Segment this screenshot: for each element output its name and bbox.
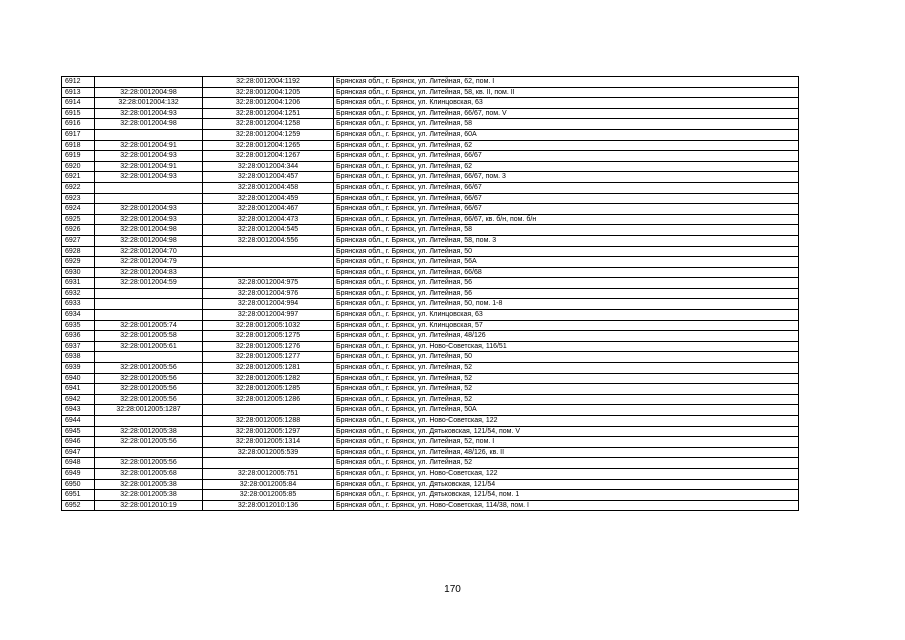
address-cell: Брянская обл., г. Брянск, ул. Клинцовская, 57 bbox=[334, 320, 799, 331]
row-number-cell: 6948 bbox=[62, 458, 95, 469]
address-cell: Брянская обл., г. Брянск, ул. Литейная, 58 bbox=[334, 119, 799, 130]
address-cell: Брянская обл., г. Брянск, ул. Литейная, 50А bbox=[334, 405, 799, 416]
address-cell: Брянская обл., г. Брянск, ул. Литейная, 52 bbox=[334, 458, 799, 469]
address-cell: Брянская обл., г. Брянск, ул. Литейная, 52 bbox=[334, 363, 799, 374]
parcel-number-cell: 32:28:0012004:98 bbox=[95, 87, 203, 98]
table-row bbox=[62, 214, 799, 225]
parcel-number-cell: 32:28:0012005:58 bbox=[95, 331, 203, 342]
parcel-number-cell: 32:28:0012005:38 bbox=[95, 479, 203, 490]
table-row bbox=[62, 426, 799, 437]
table-row bbox=[62, 363, 799, 374]
address-cell: Брянская обл., г. Брянск, ул. Клинцовская, 63 bbox=[334, 98, 799, 109]
row-number-cell: 6935 bbox=[62, 320, 95, 331]
address-cell: Брянская обл., г. Брянск, ул. Литейная, 60А bbox=[334, 129, 799, 140]
parcel-number-cell: 32:28:0012004:98 bbox=[95, 119, 203, 130]
row-number-cell: 6940 bbox=[62, 373, 95, 384]
parcel-number-cell: 32:28:0012005:74 bbox=[95, 320, 203, 331]
parcel-number-cell: 32:28:0012004:132 bbox=[95, 98, 203, 109]
parcel-number-cell bbox=[95, 310, 203, 321]
parcel-number-cell: 32:28:0012005:38 bbox=[95, 426, 203, 437]
row-number-cell: 6949 bbox=[62, 468, 95, 479]
object-number-cell: 32:28:0012004:458 bbox=[203, 182, 334, 193]
table-row bbox=[62, 204, 799, 215]
parcel-number-cell bbox=[95, 416, 203, 427]
table-row bbox=[62, 87, 799, 98]
address-cell: Брянская обл., г. Брянск, ул. Дятьковская, 121/54, пом. 1 bbox=[334, 490, 799, 501]
parcel-number-cell bbox=[95, 288, 203, 299]
table-row bbox=[62, 320, 799, 331]
row-number-cell: 6943 bbox=[62, 405, 95, 416]
parcel-number-cell bbox=[95, 299, 203, 310]
table-row bbox=[62, 246, 799, 257]
object-number-cell: 32:28:0012005:85 bbox=[203, 490, 334, 501]
table-body bbox=[62, 77, 799, 511]
parcel-number-cell: 32:28:0012004:93 bbox=[95, 204, 203, 215]
row-number-cell: 6919 bbox=[62, 151, 95, 162]
address-cell: Брянская обл., г. Брянск, ул. Литейная, 62 bbox=[334, 140, 799, 151]
address-cell: Брянская обл., г. Брянск, ул. Литейная, 66/67 bbox=[334, 151, 799, 162]
address-cell: Брянская обл., г. Брянск, ул. Литейная, 58, пом. 3 bbox=[334, 235, 799, 246]
parcel-number-cell: 32:28:0012005:68 bbox=[95, 468, 203, 479]
parcel-number-cell: 32:28:0012005:56 bbox=[95, 437, 203, 448]
table-row bbox=[62, 267, 799, 278]
table-row bbox=[62, 468, 799, 479]
object-number-cell bbox=[203, 405, 334, 416]
object-number-cell: 32:28:0012004:545 bbox=[203, 225, 334, 236]
address-cell: Брянская обл., г. Брянск, ул. Литейная, 56А bbox=[334, 257, 799, 268]
object-number-cell: 32:28:0012004:976 bbox=[203, 288, 334, 299]
object-number-cell: 32:28:0012004:1265 bbox=[203, 140, 334, 151]
row-number-cell: 6929 bbox=[62, 257, 95, 268]
row-number-cell: 6931 bbox=[62, 278, 95, 289]
object-number-cell bbox=[203, 246, 334, 257]
table-row bbox=[62, 352, 799, 363]
parcel-number-cell: 32:28:0012005:56 bbox=[95, 384, 203, 395]
row-number-cell: 6923 bbox=[62, 193, 95, 204]
row-number-cell: 6925 bbox=[62, 214, 95, 225]
object-number-cell: 32:28:0012005:1276 bbox=[203, 341, 334, 352]
row-number-cell: 6941 bbox=[62, 384, 95, 395]
object-number-cell: 32:28:0012005:1275 bbox=[203, 331, 334, 342]
parcel-number-cell: 32:28:0012004:98 bbox=[95, 225, 203, 236]
row-number-cell: 6922 bbox=[62, 182, 95, 193]
row-number-cell: 6946 bbox=[62, 437, 95, 448]
table-row bbox=[62, 405, 799, 416]
object-number-cell: 32:28:0012004:1258 bbox=[203, 119, 334, 130]
parcel-number-cell: 32:28:0012005:1287 bbox=[95, 405, 203, 416]
row-number-cell: 6927 bbox=[62, 235, 95, 246]
row-number-cell: 6928 bbox=[62, 246, 95, 257]
object-number-cell: 32:28:0012004:467 bbox=[203, 204, 334, 215]
row-number-cell: 6917 bbox=[62, 129, 95, 140]
parcel-number-cell: 32:28:0012005:56 bbox=[95, 363, 203, 374]
object-number-cell: 32:28:0012005:539 bbox=[203, 447, 334, 458]
address-cell: Брянская обл., г. Брянск, ул. Литейная, 52 bbox=[334, 384, 799, 395]
table-row bbox=[62, 182, 799, 193]
object-number-cell: 32:28:0012005:84 bbox=[203, 479, 334, 490]
object-number-cell: 32:28:0012004:344 bbox=[203, 161, 334, 172]
address-cell: Брянская обл., г. Брянск, ул. Литейная, 66/67, кв. б/н, пом. б/н bbox=[334, 214, 799, 225]
object-number-cell: 32:28:0012004:1251 bbox=[203, 108, 334, 119]
table-row bbox=[62, 225, 799, 236]
parcel-number-cell: 32:28:0012005:61 bbox=[95, 341, 203, 352]
table-row bbox=[62, 500, 799, 511]
table-row bbox=[62, 140, 799, 151]
object-number-cell: 32:28:0012005:751 bbox=[203, 468, 334, 479]
address-cell: Брянская обл., г. Брянск, ул. Литейная, 50, пом. 1-8 bbox=[334, 299, 799, 310]
row-number-cell: 6952 bbox=[62, 500, 95, 511]
address-cell: Брянская обл., г. Брянск, ул. Ново-Советская, 114/38, пом. I bbox=[334, 500, 799, 511]
object-number-cell: 32:28:0012004:1259 bbox=[203, 129, 334, 140]
parcel-number-cell: 32:28:0012004:98 bbox=[95, 235, 203, 246]
object-number-cell: 32:28:0012005:1314 bbox=[203, 437, 334, 448]
parcel-number-cell: 32:28:0012004:70 bbox=[95, 246, 203, 257]
row-number-cell: 6950 bbox=[62, 479, 95, 490]
parcel-number-cell: 32:28:0012004:91 bbox=[95, 140, 203, 151]
table-row bbox=[62, 193, 799, 204]
row-number-cell: 6913 bbox=[62, 87, 95, 98]
row-number-cell: 6930 bbox=[62, 267, 95, 278]
parcel-number-cell bbox=[95, 129, 203, 140]
table-row bbox=[62, 77, 799, 88]
address-cell: Брянская обл., г. Брянск, ул. Литейная, 56 bbox=[334, 278, 799, 289]
parcel-number-cell: 32:28:0012004:83 bbox=[95, 267, 203, 278]
address-cell: Брянская обл., г. Брянск, ул. Литейная, 62 bbox=[334, 161, 799, 172]
object-number-cell: 32:28:0012004:1205 bbox=[203, 87, 334, 98]
object-number-cell: 32:28:0012004:473 bbox=[203, 214, 334, 225]
object-number-cell: 32:28:0012010:136 bbox=[203, 500, 334, 511]
table-row bbox=[62, 119, 799, 130]
object-number-cell: 32:28:0012005:1281 bbox=[203, 363, 334, 374]
address-cell: Брянская обл., г. Брянск, ул. Литейная, 48/126 bbox=[334, 331, 799, 342]
row-number-cell: 6920 bbox=[62, 161, 95, 172]
object-number-cell bbox=[203, 257, 334, 268]
address-cell: Брянская обл., г. Брянск, ул. Литейная, 66/67, пом. 3 bbox=[334, 172, 799, 183]
address-cell: Брянская обл., г. Брянск, ул. Дятьковская, 121/54 bbox=[334, 479, 799, 490]
address-cell: Брянская обл., г. Брянск, ул. Литейная, 66/67 bbox=[334, 182, 799, 193]
row-number-cell: 6916 bbox=[62, 119, 95, 130]
table-row bbox=[62, 172, 799, 183]
object-number-cell: 32:28:0012004:459 bbox=[203, 193, 334, 204]
table-row bbox=[62, 235, 799, 246]
object-number-cell: 32:28:0012004:556 bbox=[203, 235, 334, 246]
address-cell: Брянская обл., г. Брянск, ул. Дятьковская, 121/54, пом. V bbox=[334, 426, 799, 437]
address-cell: Брянская обл., г. Брянск, ул. Ново-Советская, 116/51 bbox=[334, 341, 799, 352]
cadastral-table bbox=[61, 76, 799, 511]
page-number: 170 bbox=[444, 584, 461, 595]
row-number-cell: 6934 bbox=[62, 310, 95, 321]
object-number-cell: 32:28:0012004:997 bbox=[203, 310, 334, 321]
address-cell: Брянская обл., г. Брянск, ул. Литейная, 52, пом. I bbox=[334, 437, 799, 448]
parcel-number-cell: 32:28:0012005:56 bbox=[95, 394, 203, 405]
row-number-cell: 6924 bbox=[62, 204, 95, 215]
row-number-cell: 6942 bbox=[62, 394, 95, 405]
address-cell: Брянская обл., г. Брянск, ул. Литейная, 52 bbox=[334, 394, 799, 405]
table-row bbox=[62, 98, 799, 109]
object-number-cell: 32:28:0012005:1297 bbox=[203, 426, 334, 437]
row-number-cell: 6918 bbox=[62, 140, 95, 151]
address-cell: Брянская обл., г. Брянск, ул. Литейная, 58 bbox=[334, 225, 799, 236]
object-number-cell bbox=[203, 458, 334, 469]
address-cell: Брянская обл., г. Брянск, ул. Литейная, 66/68 bbox=[334, 267, 799, 278]
object-number-cell: 32:28:0012004:1206 bbox=[203, 98, 334, 109]
table-row bbox=[62, 288, 799, 299]
address-cell: Брянская обл., г. Брянск, ул. Литейная, 62, пом. I bbox=[334, 77, 799, 88]
parcel-number-cell bbox=[95, 77, 203, 88]
row-number-cell: 6936 bbox=[62, 331, 95, 342]
object-number-cell: 32:28:0012005:1277 bbox=[203, 352, 334, 363]
table-row bbox=[62, 108, 799, 119]
address-cell: Брянская обл., г. Брянск, ул. Литейная, 66/67, пом. V bbox=[334, 108, 799, 119]
address-cell: Брянская обл., г. Брянск, ул. Ново-Советская, 122 bbox=[334, 416, 799, 427]
table-row bbox=[62, 394, 799, 405]
row-number-cell: 6921 bbox=[62, 172, 95, 183]
table-row bbox=[62, 490, 799, 501]
table-row bbox=[62, 299, 799, 310]
address-cell: Брянская обл., г. Брянск, ул. Литейная, 48/126, кв. II bbox=[334, 447, 799, 458]
parcel-number-cell: 32:28:0012004:93 bbox=[95, 214, 203, 225]
address-cell: Брянская обл., г. Брянск, ул. Литейная, 56 bbox=[334, 288, 799, 299]
table-row bbox=[62, 257, 799, 268]
table-row bbox=[62, 341, 799, 352]
table-row bbox=[62, 437, 799, 448]
table-row bbox=[62, 447, 799, 458]
object-number-cell: 32:28:0012005:1282 bbox=[203, 373, 334, 384]
address-cell: Брянская обл., г. Брянск, ул. Ново-Советская, 122 bbox=[334, 468, 799, 479]
object-number-cell: 32:28:0012004:975 bbox=[203, 278, 334, 289]
object-number-cell: 32:28:0012005:1286 bbox=[203, 394, 334, 405]
address-cell: Брянская обл., г. Брянск, ул. Литейная, 52 bbox=[334, 373, 799, 384]
table-row bbox=[62, 161, 799, 172]
row-number-cell: 6933 bbox=[62, 299, 95, 310]
parcel-number-cell: 32:28:0012004:79 bbox=[95, 257, 203, 268]
row-number-cell: 6915 bbox=[62, 108, 95, 119]
address-cell: Брянская обл., г. Брянск, ул. Литейная, 58, кв. II, пом. II bbox=[334, 87, 799, 98]
object-number-cell: 32:28:0012004:1267 bbox=[203, 151, 334, 162]
row-number-cell: 6944 bbox=[62, 416, 95, 427]
parcel-number-cell bbox=[95, 352, 203, 363]
address-cell: Брянская обл., г. Брянск, ул. Клинцовская, 63 bbox=[334, 310, 799, 321]
table-row bbox=[62, 331, 799, 342]
parcel-number-cell: 32:28:0012004:93 bbox=[95, 151, 203, 162]
row-number-cell: 6926 bbox=[62, 225, 95, 236]
row-number-cell: 6937 bbox=[62, 341, 95, 352]
parcel-number-cell: 32:28:0012005:56 bbox=[95, 373, 203, 384]
parcel-number-cell: 32:28:0012010:19 bbox=[95, 500, 203, 511]
table-row bbox=[62, 129, 799, 140]
row-number-cell: 6939 bbox=[62, 363, 95, 374]
object-number-cell: 32:28:0012005:1288 bbox=[203, 416, 334, 427]
parcel-number-cell bbox=[95, 193, 203, 204]
row-number-cell: 6932 bbox=[62, 288, 95, 299]
parcel-number-cell: 32:28:0012005:56 bbox=[95, 458, 203, 469]
table-row bbox=[62, 310, 799, 321]
address-cell: Брянская обл., г. Брянск, ул. Литейная, 50 bbox=[334, 246, 799, 257]
table-row bbox=[62, 151, 799, 162]
row-number-cell: 6912 bbox=[62, 77, 95, 88]
object-number-cell bbox=[203, 267, 334, 278]
parcel-number-cell: 32:28:0012004:93 bbox=[95, 172, 203, 183]
object-number-cell: 32:28:0012004:994 bbox=[203, 299, 334, 310]
row-number-cell: 6951 bbox=[62, 490, 95, 501]
table-row bbox=[62, 384, 799, 395]
row-number-cell: 6938 bbox=[62, 352, 95, 363]
object-number-cell: 32:28:0012004:1192 bbox=[203, 77, 334, 88]
row-number-cell: 6914 bbox=[62, 98, 95, 109]
object-number-cell: 32:28:0012004:457 bbox=[203, 172, 334, 183]
row-number-cell: 6945 bbox=[62, 426, 95, 437]
parcel-number-cell: 32:28:0012004:59 bbox=[95, 278, 203, 289]
parcel-number-cell bbox=[95, 447, 203, 458]
table-row bbox=[62, 416, 799, 427]
parcel-number-cell: 32:28:0012005:38 bbox=[95, 490, 203, 501]
address-cell: Брянская обл., г. Брянск, ул. Литейная, 66/67 bbox=[334, 193, 799, 204]
table-row bbox=[62, 458, 799, 469]
object-number-cell: 32:28:0012005:1285 bbox=[203, 384, 334, 395]
table-row bbox=[62, 278, 799, 289]
table-row bbox=[62, 373, 799, 384]
parcel-number-cell: 32:28:0012004:91 bbox=[95, 161, 203, 172]
object-number-cell: 32:28:0012005:1032 bbox=[203, 320, 334, 331]
parcel-number-cell bbox=[95, 182, 203, 193]
table-row bbox=[62, 479, 799, 490]
address-cell: Брянская обл., г. Брянск, ул. Литейная, 50 bbox=[334, 352, 799, 363]
row-number-cell: 6947 bbox=[62, 447, 95, 458]
parcel-number-cell: 32:28:0012004:93 bbox=[95, 108, 203, 119]
address-cell: Брянская обл., г. Брянск, ул. Литейная, 66/67 bbox=[334, 204, 799, 215]
